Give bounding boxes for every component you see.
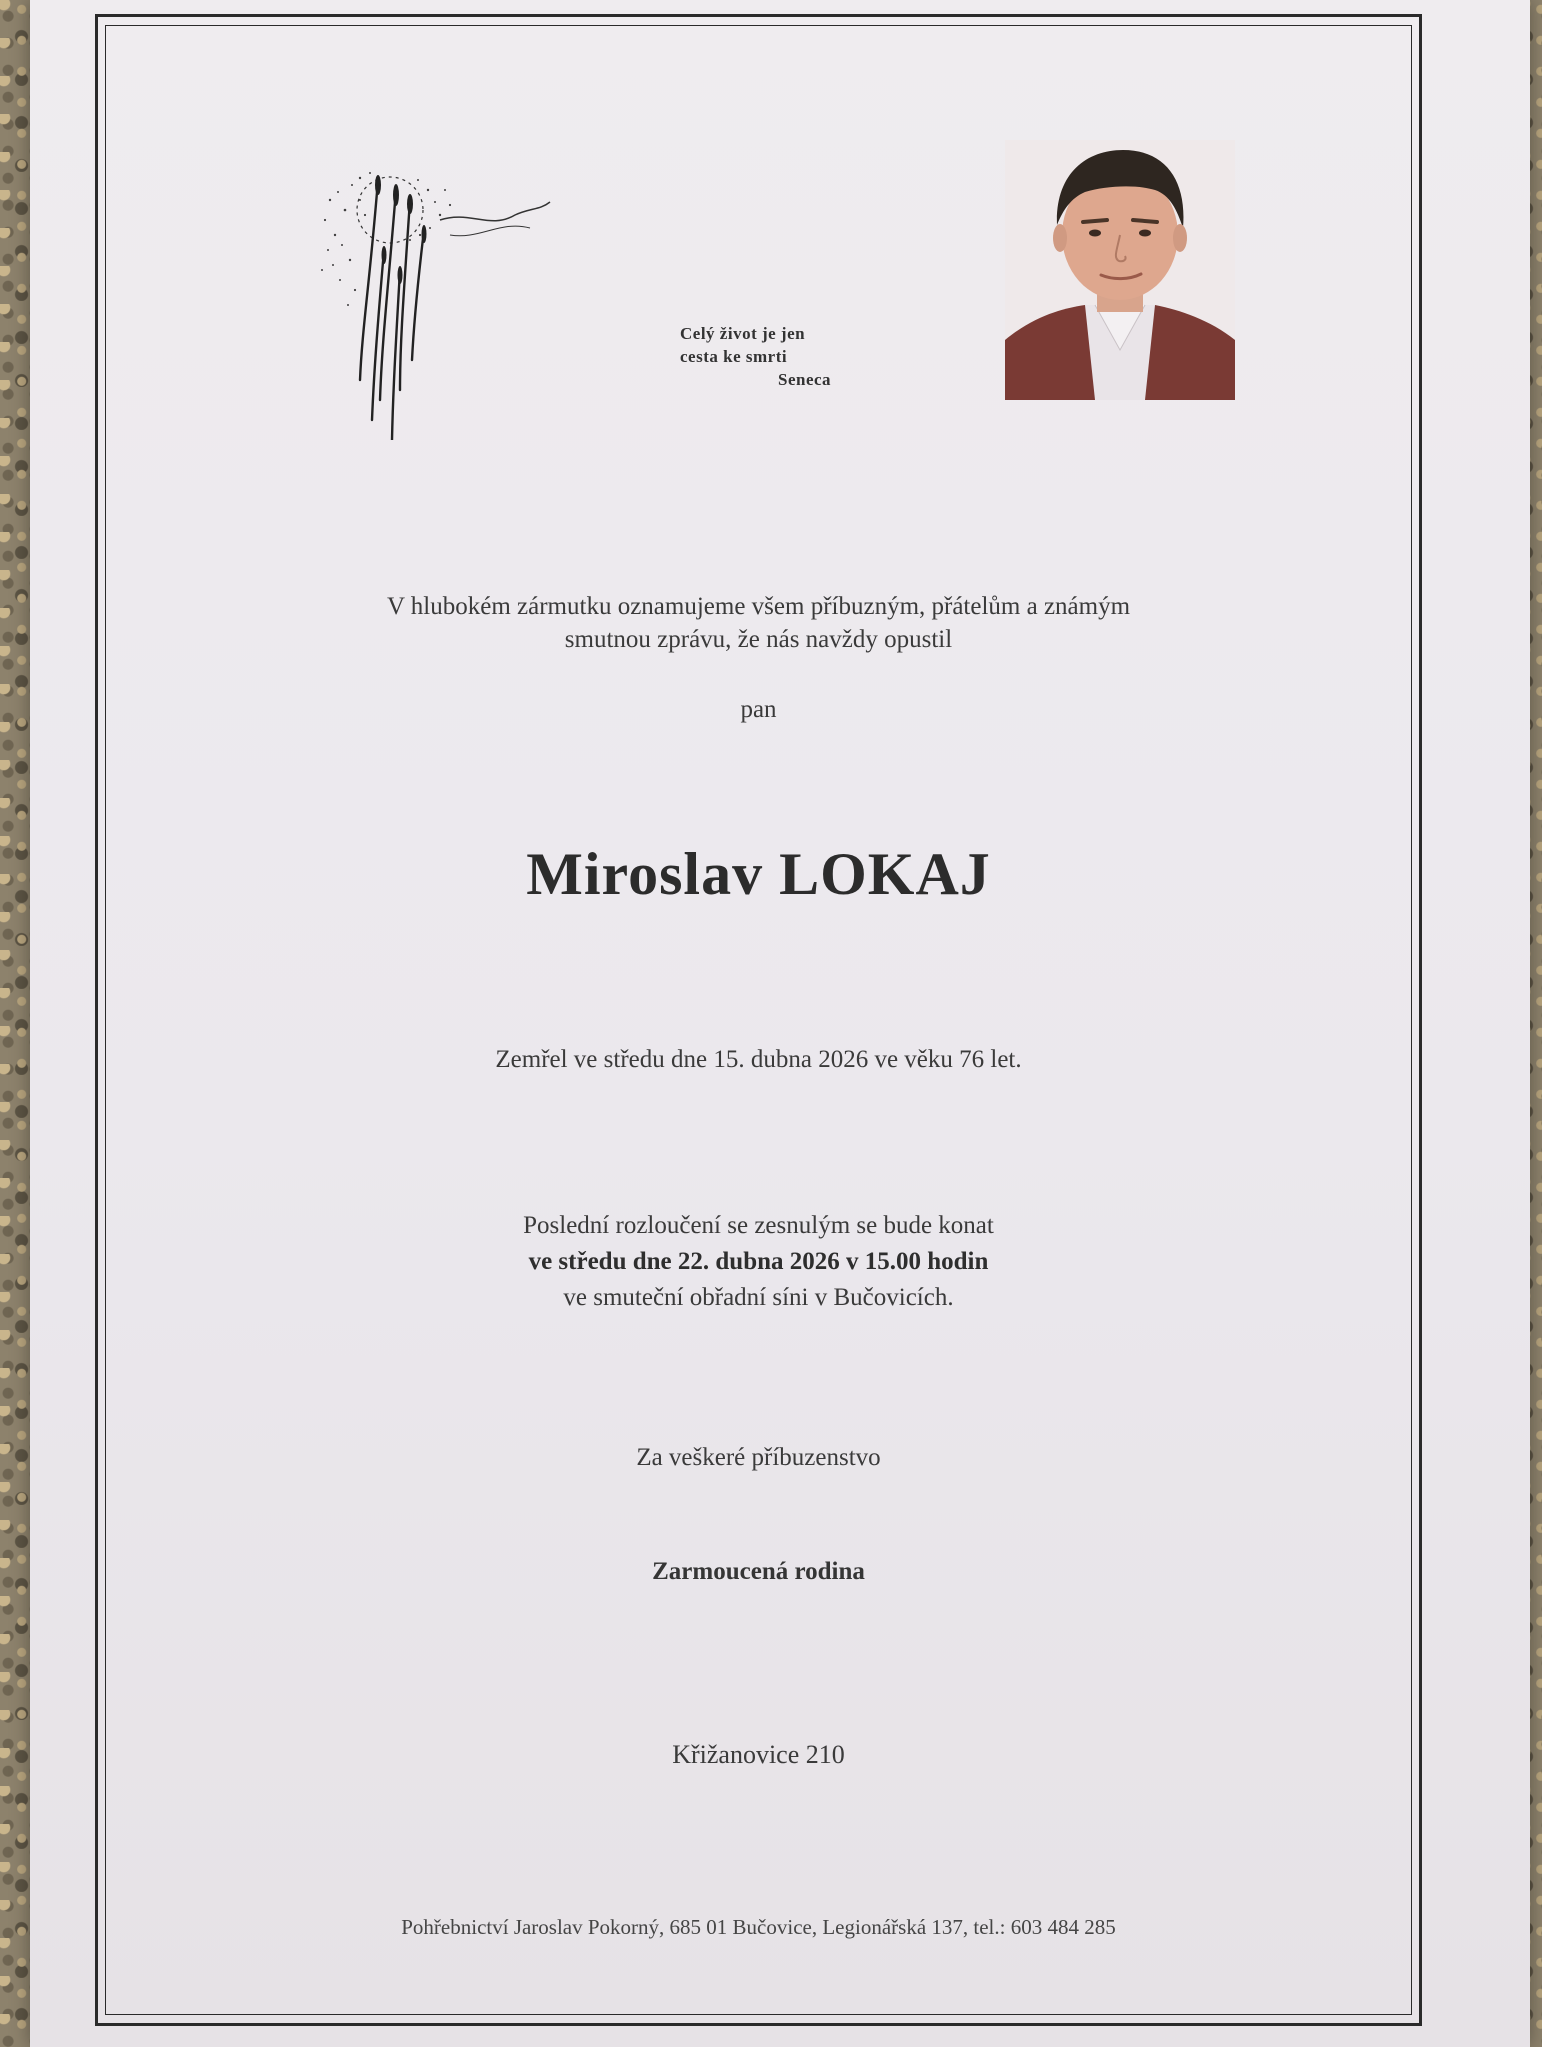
family-label: Za veškeré příbuzenstvo: [636, 1444, 881, 1471]
moon-reeds-ornament-icon: [300, 140, 580, 440]
family-signature: Zarmoucená rodina: [652, 1558, 865, 1585]
intro-text: [105, 590, 1412, 656]
funeral-details: [105, 1208, 1412, 1316]
intro-line-2: smutnou zprávu, že nás navždy opustil: [564, 626, 953, 653]
motto-line-2: cesta ke smrti: [680, 347, 788, 366]
funeral-home-footer: Pohřebnictví Jaroslav Pokorný, 685 01 Bučovice, Legionářská 137, tel.: 603 484 285: [401, 1915, 1116, 1939]
death-notice: Zemřel ve středu dne 15. dubna 2026 ve věku 76 let.: [495, 1046, 1022, 1073]
portrait-photo: [1005, 140, 1235, 400]
motto-line-1: Celý život je jen: [680, 324, 806, 343]
motto-quote: [680, 322, 880, 391]
deceased-name: Miroslav LOKAJ: [526, 841, 991, 907]
intro-line-1: V hlubokém zármutku oznamujeme všem příbuzným, přátelům a známým: [386, 593, 1131, 620]
motto-author: Seneca: [778, 370, 832, 389]
funeral-location: ve smuteční obřadní síni v Bučovicích.: [563, 1284, 954, 1311]
family-address: Křižanovice 210: [672, 1740, 845, 1769]
salutation: pan: [740, 696, 777, 723]
funeral-date-time: ve středu dne 22. dubna 2026 v 15.00 hodin: [528, 1248, 989, 1275]
funeral-line-1: Poslední rozloučení se zesnulým se bude konat: [523, 1212, 994, 1239]
